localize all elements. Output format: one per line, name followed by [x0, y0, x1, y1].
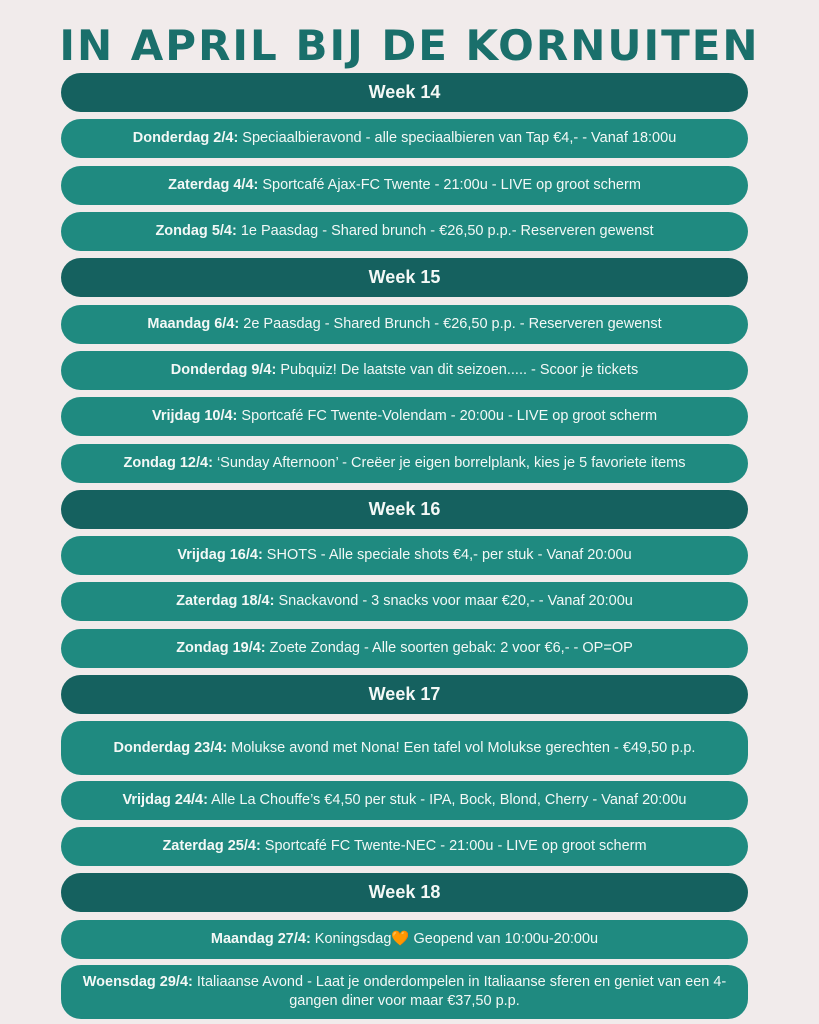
event-text: Pubquiz! De laatste van dit seizoen..... - Scoor je tickets	[276, 362, 639, 378]
event-row	[61, 119, 748, 158]
event-text: Sportcafé FC Twente-NEC - 21:00u - LIVE op groot scherm	[260, 838, 647, 854]
event-text: Speciaalbieravond - alle speciaalbieren van Tap €4,- - Vanaf 18:00u	[238, 130, 677, 146]
event-day: Maandag 27/4:	[210, 931, 311, 947]
event-row	[61, 629, 748, 668]
event-text: Snackavond - 3 snacks voor maar €20,- - Vanaf 20:00u	[274, 593, 633, 609]
event-day: Donderdag 9/4:	[170, 362, 277, 378]
event-text: Italiaanse Avond - Laat je onderdompelen in Italiaanse sferen en geniet van een 4-gangen diner voor maar €37,50 p.p.	[192, 974, 727, 1009]
event-row	[61, 536, 748, 575]
event-text: ‘Sunday Afternoon’ - Creëer je eigen borrelplank, kies je 5 favoriete items	[212, 455, 686, 471]
event-day: Zaterdag 25/4:	[162, 838, 261, 854]
event-day: Woensdag 29/4:	[82, 974, 193, 990]
page-title: IN APRIL BIJ DE KORNUITEN	[59, 21, 760, 70]
event-row	[61, 397, 748, 436]
event-day: Zaterdag 4/4:	[168, 177, 259, 193]
event-row	[61, 582, 748, 621]
event-text: Molukse avond met Nona! Een tafel vol Molukse gerechten - €49,50 p.p.	[227, 739, 696, 756]
week-header-18: Week 18	[61, 873, 748, 912]
event-text: Koningsdag🧡 Geopend van 10:00u-20:00u	[310, 931, 599, 947]
week-header-14: Week 14	[61, 73, 748, 112]
event-row	[61, 166, 748, 205]
event-text: 2e Paasdag - Shared Brunch - €26,50 p.p. - Reserveren gewenst	[239, 316, 662, 332]
event-day: Donderdag 2/4:	[132, 130, 239, 146]
event-text: Sportcafé FC Twente-Volendam - 20:00u - LIVE op groot scherm	[237, 408, 658, 424]
event-day: Vrijdag 24/4:	[122, 792, 208, 808]
event-text: Alle La Chouffe’s €4,50 per stuk - IPA, Bock, Blond, Cherry - Vanaf 20:00u	[207, 792, 687, 808]
event-text: SHOTS - Alle speciale shots €4,- per stuk - Vanaf 20:00u	[262, 547, 632, 563]
week-header-17: Week 17	[61, 675, 748, 714]
event-text: Zoete Zondag - Alle soorten gebak: 2 voor €6,- - OP=OP	[265, 640, 633, 656]
event-text: Sportcafé Ajax-FC Twente - 21:00u - LIVE op groot scherm	[258, 177, 641, 193]
event-day: Zaterdag 18/4:	[176, 593, 275, 609]
event-day: Zondag 5/4:	[155, 223, 237, 239]
event-row	[61, 351, 748, 390]
week-header-16: Week 16	[61, 490, 748, 529]
event-text: 1e Paasdag - Shared brunch - €26,50 p.p.- Reserveren gewenst	[236, 223, 654, 239]
event-day: Vrijdag 16/4:	[177, 547, 263, 563]
event-row	[61, 827, 748, 866]
week-header-15: Week 15	[61, 258, 748, 297]
event-row	[61, 444, 748, 483]
event-row	[61, 965, 748, 1019]
event-row	[61, 781, 748, 820]
event-row	[61, 305, 748, 344]
event-row	[61, 721, 748, 775]
event-day: Maandag 6/4:	[147, 316, 240, 332]
event-row	[61, 212, 748, 251]
event-row	[61, 920, 748, 959]
event-day: Donderdag 23/4:	[113, 739, 228, 756]
event-day: Zondag 19/4:	[176, 640, 266, 656]
event-day: Vrijdag 10/4:	[151, 408, 238, 424]
event-day: Zondag 12/4:	[123, 455, 213, 471]
